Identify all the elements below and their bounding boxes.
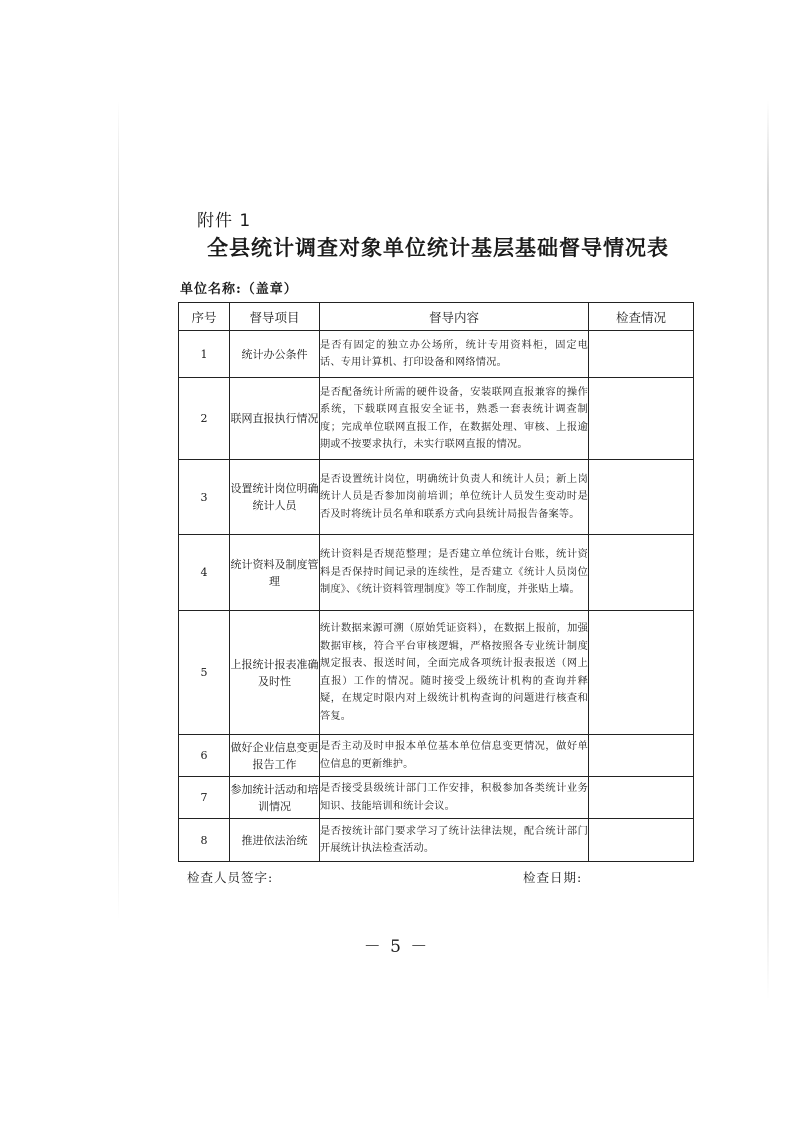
table-row — [179, 535, 694, 611]
row-check-cell[interactable] — [589, 378, 694, 460]
row-item: 统计办公条件 — [230, 331, 320, 378]
row-item: 联网直报执行情况 — [230, 378, 320, 460]
row-check-cell[interactable] — [589, 819, 694, 862]
row-seq: 7 — [179, 777, 230, 819]
row-seq: 3 — [179, 460, 230, 535]
supervision-table — [178, 302, 694, 862]
page-number: － 5 － — [363, 937, 430, 957]
table-row — [179, 460, 694, 535]
row-seq: 2 — [179, 378, 230, 460]
row-content: 统计资料是否规范整理；是否建立单位统计台账，统计资料是否保持时间记录的连续性，是否建立《统计人员岗位制度》、《统计资料管理制度》等工作制度，并张贴上墙。 — [320, 535, 589, 611]
row-item: 推进依法治统 — [230, 819, 320, 862]
row-content: 是否按统计部门要求学习了统计法律法规，配合统计部门开展统计执法检查活动。 — [320, 819, 589, 862]
table-row — [179, 777, 694, 819]
row-content: 是否有固定的独立办公场所，统计专用资料柜，固定电话、专用计算机、打印设备和网络情况。 — [320, 331, 589, 378]
table-row — [179, 378, 694, 460]
table-header-row — [179, 303, 694, 331]
page-title: 全县统计调查对象单位统计基层基础督导情况表 — [207, 236, 669, 260]
row-check-cell[interactable] — [589, 777, 694, 819]
attachment-label: 附件 1 — [197, 211, 252, 231]
table-row — [179, 331, 694, 378]
header-seq: 序号 — [179, 303, 230, 331]
inspection-date-label: 检查日期: — [523, 870, 583, 885]
inspector-signature-label: 检查人员签字: — [187, 870, 274, 885]
row-seq: 6 — [179, 735, 230, 777]
scan-edge-left — [118, 100, 119, 920]
unit-name-label: 单位名称:（盖章） — [180, 282, 298, 297]
row-seq: 1 — [179, 331, 230, 378]
row-seq: 8 — [179, 819, 230, 862]
row-content: 是否主动及时申报本单位基本单位信息变更情况，做好单位信息的更新维护。 — [320, 735, 589, 777]
row-content: 是否配备统计所需的硬件设备，安装联网直报兼容的操作系统，下载联网直报安全证书，熟悉一套表统计调查制度；完成单位联网直报工作，在数据处理、审核、上报逾期或不按要求执行，未实行联网直报的情况。 — [320, 378, 589, 460]
row-check-cell[interactable] — [589, 460, 694, 535]
table-row — [179, 611, 694, 735]
row-check-cell[interactable] — [589, 611, 694, 735]
header-content: 督导内容 — [320, 303, 589, 331]
row-seq: 4 — [179, 535, 230, 611]
row-item: 参加统计活动和培训情况 — [230, 777, 320, 819]
row-check-cell[interactable] — [589, 535, 694, 611]
row-item: 上报统计报表准确及时性 — [230, 611, 320, 735]
row-content: 是否设置统计岗位，明确统计负责人和统计人员；新上岗统计人员是否参加岗前培训；单位统计人员发生变动时是否及时将统计员名单和联系方式向县统计局报告备案等。 — [320, 460, 589, 535]
row-content: 统计数据来源可溯（原始凭证资料），在数据上报前，加强数据审核，符合平台审核逻辑，严格按照各专业统计制度规定报表、报送时间，全面完成各项统计报表报送（网上直报）工作的情况。随时接受上级统计机构的查询并释疑，在规定时限内对上级统计机构查询的问题进行核查和答复。 — [320, 611, 589, 735]
row-item: 设置统计岗位明确统计人员 — [230, 460, 320, 535]
scan-edge-right — [767, 100, 769, 1000]
row-seq: 5 — [179, 611, 230, 735]
row-check-cell[interactable] — [589, 735, 694, 777]
row-item: 统计资料及制度管理 — [230, 535, 320, 611]
header-check: 检查情况 — [589, 303, 694, 331]
row-check-cell[interactable] — [589, 331, 694, 378]
row-content: 是否接受县级统计部门工作安排，积极参加各类统计业务知识、技能培训和统计会议。 — [320, 777, 589, 819]
header-item: 督导项目 — [230, 303, 320, 331]
table-row — [179, 735, 694, 777]
row-item: 做好企业信息变更报告工作 — [230, 735, 320, 777]
table-row — [179, 819, 694, 862]
